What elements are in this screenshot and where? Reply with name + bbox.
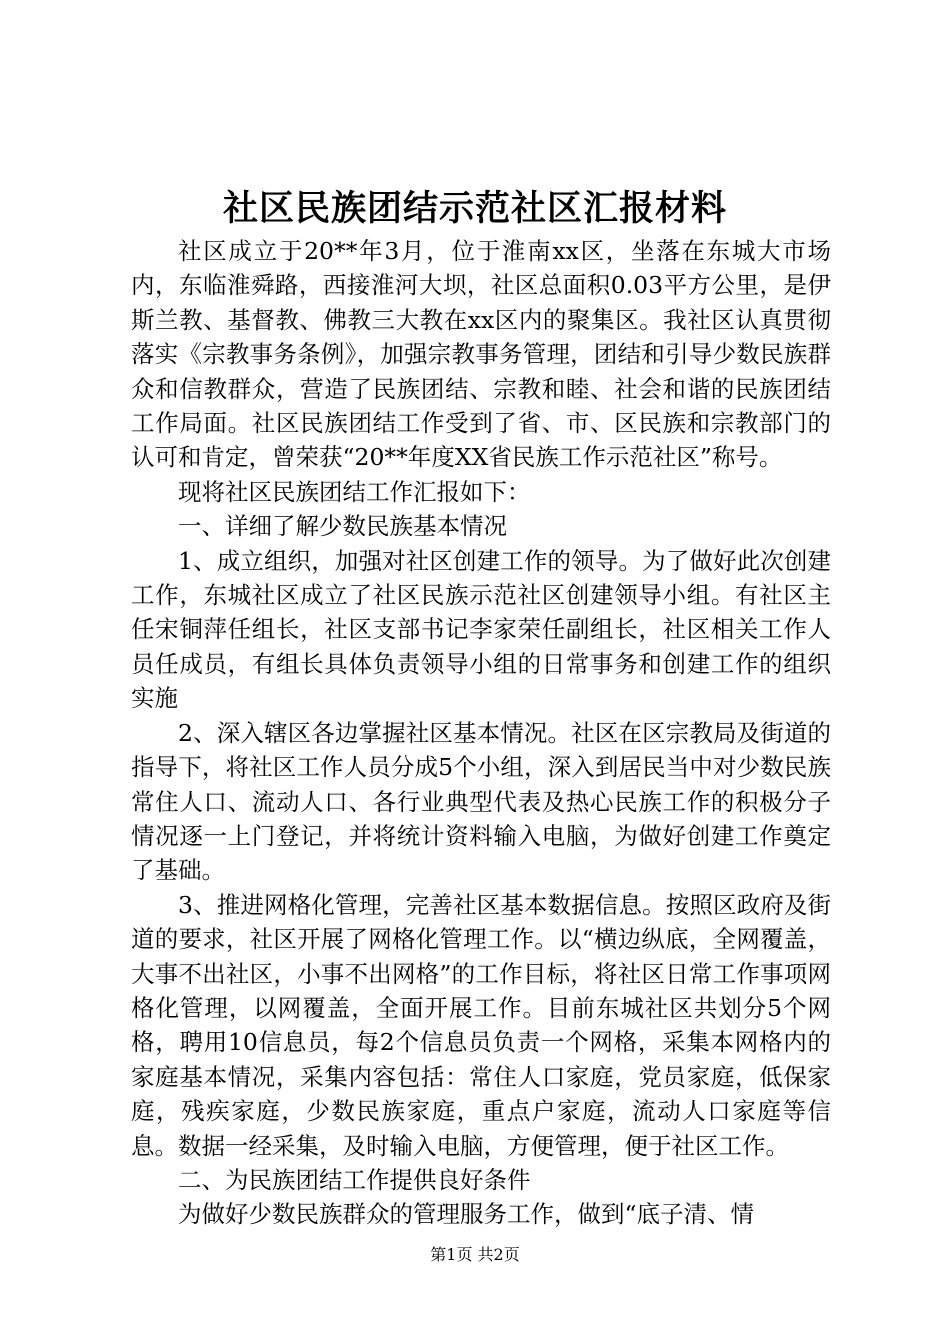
page-number-footer: 第1页 共2页 xyxy=(430,1245,520,1264)
document-body xyxy=(131,234,831,1232)
section-heading-2: 二、为民族团结工作提供良好条件 xyxy=(178,1165,531,1194)
paragraph-item-3: 3、推进网格化管理，完善社区基本数据信息。按照区政府及街道的要求，社区开展了网格化管理工作。以“横边纵底，全网覆盖，大事不出社区，小事不出网格”的工作目标，将社区日常工作事项网格化管理，以网覆盖，全面开展工作。目前东城社区共划分5个网格，聘用10信息员，每2个信息员负责一个网格，采集本网格内的家庭基本情况，采集内容包括：常住人口家庭，党员家庭，低保家庭，残疾家庭，少数民族家庭，重点户家庭，流动人口家庭等信息。数据一经采集，及时输入电脑，方便管理，便于社区工作。 xyxy=(131,890,831,1160)
paragraph-section-2-start: 为做好少数民族群众的管理服务工作，做到“底子清、情 xyxy=(178,1200,755,1229)
section-heading-1: 一、详细了解少数民族基本情况 xyxy=(178,512,507,541)
paragraph-report-lead: 现将社区民族团结工作汇报如下： xyxy=(178,477,531,506)
paragraph-intro: 社区成立于20**年3月，位于淮南xx区，坐落在东城大市场内，东临淮舜路，西接淮河大坝，社区总面积0.03平方公里，是伊斯兰教、基督教、佛教三大教在xx区内的聚集区。我社区认真贯彻落实《宗教事务条例》，加强宗教事务管理，团结和引导少数民族群众和信教群众，营造了民族团结、宗教和睦、社会和谐的民族团结工作局面。社区民族团结工作受到了省、市、区民族和宗教部门的认可和肯定，曾荣获“20**年度XX省民族工作示范社区”称号。 xyxy=(131,237,831,472)
paragraph-item-1: 1、成立组织，加强对社区创建工作的领导。为了做好此次创建工作，东城社区成立了社区民族示范社区创建领导小组。有社区主任宋铜萍任组长，社区支部书记李家荣任副组长，社区相关工作人员任成员，有组长具体负责领导小组的日常事务和创建工作的组织实施 xyxy=(131,546,831,713)
paragraph-item-2: 2、深入辖区各边掌握社区基本情况。社区在区宗教局及街道的指导下，将社区工作人员分成5个小组，深入到居民当中对少数民族常住人口、流动人口、各行业典型代表及热心民族工作的积极分子情况逐一上门登记，并将统计资料输入电脑，为做好创建工作奠定了基础。 xyxy=(131,718,831,885)
document-title: 社区民族团结示范社区汇报材料 xyxy=(222,188,727,229)
